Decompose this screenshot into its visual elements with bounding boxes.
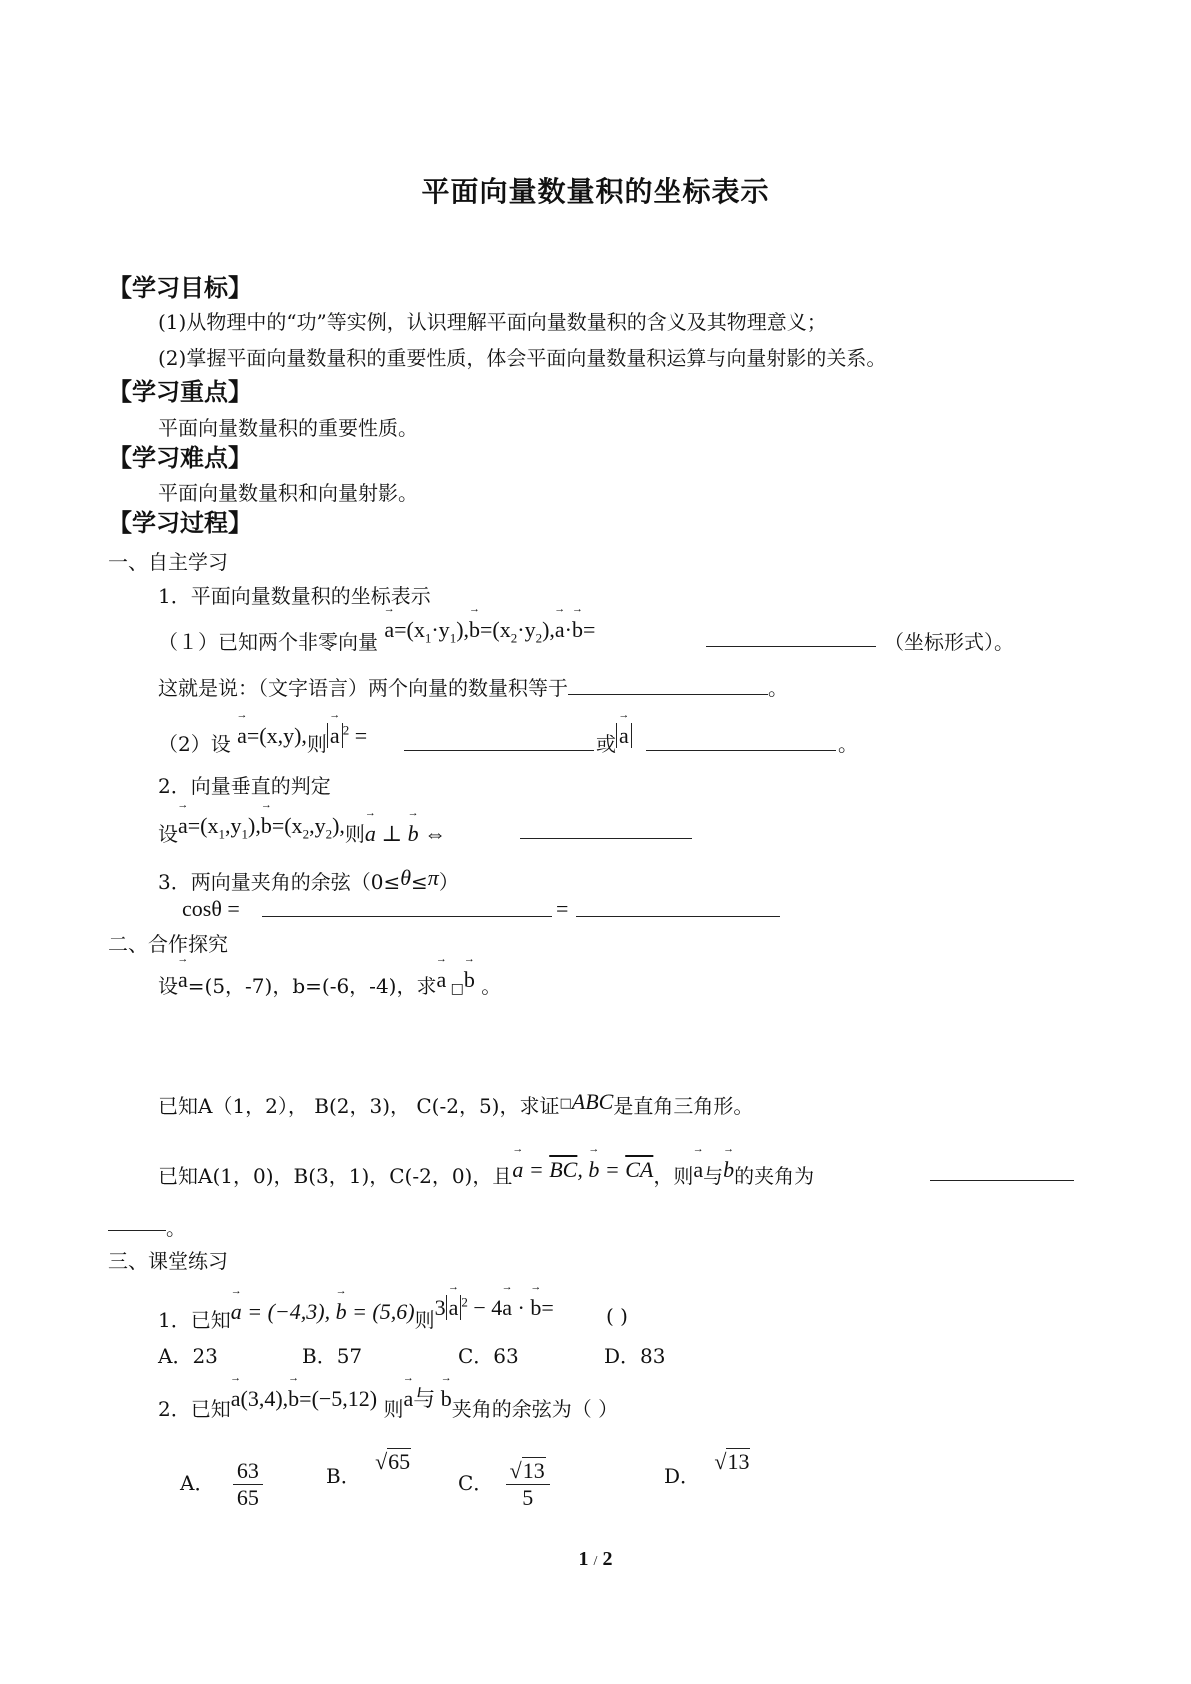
q2-abs: → a <box>616 723 632 748</box>
q2-or: 或 → a <box>596 728 632 757</box>
q2-prefix: （2）设 <box>158 732 231 756</box>
answer-blank-q1-coord[interactable] <box>706 628 876 647</box>
difficulties-text: 平面向量数量积和向量射影。 <box>158 481 418 505</box>
item1-label: 1．平面向量数量积的坐标表示 <box>158 584 431 608</box>
q1-words-prefix: 这就是说：（文字语言）两个向量的数量积等于 <box>158 676 568 700</box>
answer-blank-q2-abs[interactable] <box>646 732 836 751</box>
exercise-2: 2．已知→ a(3,4),→ b=(−5,12) 则→ a与 → b夹角的余弦为（ ） <box>158 1392 618 1423</box>
exercise2-option-d[interactable]: D． √13 <box>664 1449 750 1488</box>
item2-then: 则 <box>344 822 365 846</box>
q1-suffix: （坐标形式）。 <box>884 630 1014 654</box>
vector-a: → a <box>384 617 394 643</box>
exercise1-formula: → a = (−4,3), → b = (5,6) <box>231 1299 415 1324</box>
item1-q1 <box>158 617 596 658</box>
q1-prefix: （１）已知两个非零向量 <box>158 630 378 654</box>
q1-words <box>158 672 788 701</box>
exercise2-option-c[interactable]: C． $\frac{√13}{5}$ <box>458 1458 550 1511</box>
item2-formula: 设→ $a=(x_1,y_1),\to b=(x_2,y_2)$,则→ a ⊥ → b ⇔ <box>158 818 446 850</box>
part2-heading: 二、合作探究 <box>108 932 228 956</box>
item1-q2 <box>158 722 368 757</box>
part2-q2: 已知A（1，2）， B(2，3)， C(-2，5)，求证□ABC是直角三角形。 <box>158 1089 754 1118</box>
heading-key-points: 【学习重点】 <box>108 378 252 406</box>
part3-heading: 三、课堂练习 <box>108 1249 228 1273</box>
q2-abs-squared: → a $^2$ = <box>327 723 367 748</box>
page-number: 1 / 2 <box>578 1548 613 1570</box>
answer-blank-angle-1[interactable] <box>930 1162 1074 1181</box>
answer-blank-cos-2[interactable] <box>576 898 780 917</box>
exercise1-expression: 3 → a $^2$ − 4→ a · → b= <box>435 1295 554 1320</box>
q3-end: 。 <box>166 1216 186 1240</box>
cos-equals: = <box>556 896 569 921</box>
perpendicular-relation: → a ⊥ → b ⇔ <box>365 821 446 846</box>
item2-label: 2．向量垂直的判定 <box>158 774 331 798</box>
exercise2-formula: → a(3,4),→ b=(−5,12) <box>231 1386 377 1411</box>
exercise1-option-d[interactable]: D．83 <box>604 1344 666 1368</box>
answer-blank-q2-abs-squared[interactable] <box>404 732 594 751</box>
part2-q3: 已知A(1，0)，B(3，1)，C(-2，0)，且→ $a = \overline{BC}$, → $b = \overline{CA}$，则→ a与→ b的夹角为 <box>158 1160 814 1189</box>
part1-heading: 一、自主学习 <box>108 550 228 574</box>
exercise2-option-a[interactable]: A． $\frac{63}{65}$ <box>180 1458 263 1511</box>
exercise2-option-b[interactable]: B． √65 <box>326 1449 411 1488</box>
q2-formula: → a=(x,y), <box>237 723 307 748</box>
exercise-1: 1．已知→ a = (−4,3), → b = (5,6)则3 → a $^2$ − 4→ a · → b= <box>158 1304 554 1333</box>
answer-blank-q1-words[interactable] <box>568 676 768 695</box>
vector-b: → b <box>469 617 480 643</box>
q1-formula: → $a=(x_1\cdot y_1),\to b=(x_2\cdot y_2),\to a\cdot\to b=$ <box>384 617 595 642</box>
exercise1-option-a[interactable]: A．23 <box>158 1344 218 1368</box>
key-points-text: 平面向量数量积的重要性质。 <box>158 416 418 440</box>
goal-item-1: (1)从物理中的“功”等实例，认识理解平面向量数量积的含义及其物理意义； <box>158 310 827 334</box>
heading-learning-process: 【学习过程】 <box>108 509 252 537</box>
exercise1-answer-paren[interactable]: ( ) <box>606 1304 628 1328</box>
heading-difficulties: 【学习难点】 <box>108 444 252 472</box>
q2-then: 则 <box>306 732 327 756</box>
exercise1-option-c[interactable]: C．63 <box>458 1344 519 1368</box>
q2-suffix: 。 <box>838 732 858 756</box>
q1-words-suffix: 。 <box>768 676 788 700</box>
part2-q1: 设→ a=(5，-7)，b=(-6，-4)，求→ a □→ b 。 <box>158 970 501 999</box>
exercise1-option-b[interactable]: B．57 <box>302 1344 363 1368</box>
item2-prefix: 设 <box>158 822 178 846</box>
answer-blank-angle-2[interactable] <box>108 1212 166 1231</box>
cos-theta-label: cosθ = <box>182 896 240 921</box>
answer-blank-perpendicular[interactable] <box>520 820 692 839</box>
item3-label: 3．两向量夹角的余弦（0≤θ≤π） <box>158 865 459 894</box>
q3-vector-formula: → $a = \overline{BC}$, → $b = \overline{CA}$ <box>512 1157 653 1182</box>
answer-blank-cos-1[interactable] <box>262 898 552 917</box>
heading-learning-goals: 【学习目标】 <box>108 274 252 302</box>
goal-item-2: (2)掌握平面向量数量积的重要性质，体会平面向量数量积运算与向量射影的关系。 <box>158 346 887 370</box>
page-title: 平面向量数量积的坐标表示 <box>421 175 770 208</box>
